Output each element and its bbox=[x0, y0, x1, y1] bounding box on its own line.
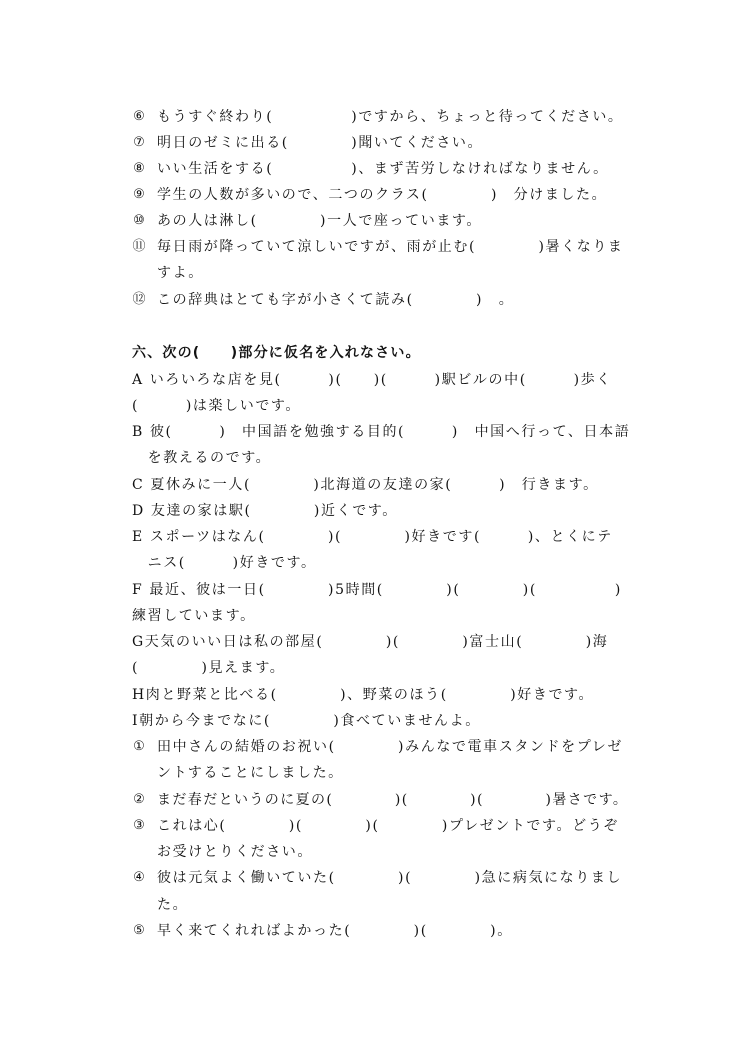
exercise-line: ニス( )好きです。 bbox=[132, 555, 317, 571]
item-number: ③ bbox=[133, 818, 145, 833]
item-number: ⑦ bbox=[133, 135, 145, 150]
item-line: もうすぐ終わり( )ですから、ちょっと待ってください。 bbox=[157, 109, 624, 125]
item-line: これは心( )( )( )プレゼントです。どうぞ bbox=[157, 818, 619, 834]
item-line-continued: お受けとりください。 bbox=[157, 844, 313, 860]
item-line: 毎日雨が降っていて涼しいですが、雨が止む( )暑くなりま bbox=[157, 239, 624, 255]
exercise-line: ( )見えます。 bbox=[132, 660, 286, 676]
exercise-line: 練習しています。 bbox=[132, 608, 256, 624]
item-line: いい生活をする( )、まず苦労しなければなりません。 bbox=[157, 161, 609, 177]
item-line-continued: すよ。 bbox=[157, 265, 204, 281]
exercise-line: I朝から今までなに( )食べていませんよ。 bbox=[132, 713, 481, 729]
item-line: 彼は元気よく働いていた( )( )急に病気になりまし bbox=[157, 870, 623, 886]
item-number: ① bbox=[133, 739, 145, 754]
section-heading: 六、次の( )部分に仮名を入れなさい。 bbox=[132, 345, 421, 361]
item-line: 早く来てくれればよかった( )( )。 bbox=[157, 923, 513, 939]
item-line: 田中さんの結婚のお祝い( )みんなで電車スタンドをプレゼ bbox=[157, 739, 623, 755]
exercise-line: B 彼( ) 中国語を勉強する目的( ) 中国へ行って、日本語 bbox=[132, 424, 631, 440]
exercise-line: F 最近、彼は一日( )5時間( )( )( ) bbox=[132, 582, 622, 598]
item-number: ⑪ bbox=[132, 239, 146, 254]
exercise-line: C 夏休みに一人( )北海道の友達の家( ) 行きます。 bbox=[132, 477, 599, 493]
item-number: ⑫ bbox=[132, 292, 146, 307]
item-number: ⑧ bbox=[133, 161, 145, 176]
item-line: あの人は淋し( )一人で座っています。 bbox=[157, 213, 483, 229]
item-line-continued: た。 bbox=[157, 897, 189, 913]
item-line: まだ春だというのに夏の( )( )( )暑さです。 bbox=[157, 792, 629, 808]
item-number: ⑤ bbox=[133, 923, 145, 938]
exercise-line: を教えるのです。 bbox=[132, 450, 272, 466]
item-number: ⑩ bbox=[133, 213, 145, 228]
item-line: この辞典はとても字が小さくて読み( ) 。 bbox=[157, 292, 515, 308]
item-line: 学生の人数が多いので、二つのクラス( ) 分けました。 bbox=[157, 187, 608, 203]
exercise-line: D 友達の家は駅( )近くです。 bbox=[132, 503, 398, 519]
item-number: ⑨ bbox=[133, 187, 145, 202]
item-number: ④ bbox=[133, 870, 145, 885]
exercise-line: A いろいろな店を見( )( )( )駅ビルの中( )歩く bbox=[132, 372, 612, 388]
item-line: 明日のゼミに出る( )聞いてください。 bbox=[157, 135, 484, 151]
item-number: ② bbox=[133, 792, 145, 807]
exercise-line: E スポーツはなん( )( )好きです( )、とくにテ bbox=[132, 529, 613, 545]
exercise-line: H肉と野菜と比べる( )、野菜のほう( )好きです。 bbox=[132, 687, 595, 703]
item-line-continued: ントすることにしました。 bbox=[157, 765, 344, 781]
exercise-line: ( )は楽しいです。 bbox=[132, 398, 302, 414]
item-number: ⑥ bbox=[133, 109, 145, 124]
exercise-line: G天気のいい日は私の部屋( )( )富士山( )海 bbox=[132, 634, 609, 650]
